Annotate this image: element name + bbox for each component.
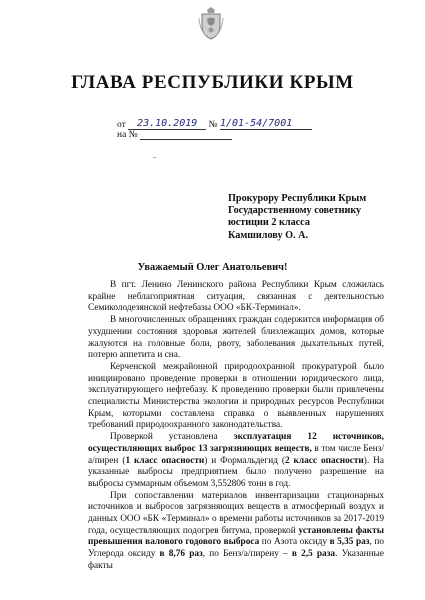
text-run: При сопоставлении материалов инвентаризации стационарных источников и выбросов загрязняющих веществ в атмосферный воздух и данных ООО «БК «Терминал» о времени работы источников за 2017-2019 года, осуществляющих подогрев битума, проверкой	[88, 490, 384, 536]
letterhead-title: ГЛАВА РЕСПУБЛИКИ КРЫМ	[71, 72, 354, 93]
text-run: 2 класс опасности	[284, 455, 364, 466]
paragraph	[88, 432, 384, 491]
text-run: в 5,35 раз	[329, 537, 370, 548]
paragraph: Керченской межрайонной природоохранной прокуратурой было инициировано проведение проверки в отношении юридического лица, эксплуатирующего нефтебазу. К проведению проверки были привлечены специалисты Министерства экологии и природных ресурсов Республики Крым, которыми составлена справка о выявленных нарушениях требований природоохранного законодательства.	[88, 361, 384, 431]
number-label: №	[208, 120, 218, 130]
text-run: 1 класс опасности	[125, 455, 205, 466]
reply-number-field	[140, 128, 232, 140]
reply-to-label: на №	[117, 130, 138, 140]
addressee-line: юстиции 2 класса	[228, 217, 310, 229]
reply-reference-row	[117, 128, 232, 140]
salutation: Уважаемый Олег Анатольевич!	[137, 262, 288, 273]
text-run: установлены факты превышения валового годового выброса	[88, 525, 384, 548]
paragraph: В пгт. Ленино Ленинского района Республики Крым сложилась крайне неблагоприятная ситуация, связанная с деятельностью Семиколодезянской нефтебазы ООО «БК-Терминал».	[88, 280, 384, 314]
text-run: . Указанные факты	[88, 549, 384, 571]
from-label: от	[117, 120, 126, 130]
text-run: Проверкой установлена	[110, 432, 218, 443]
number-field	[220, 118, 312, 130]
text-run: в том числе Бенз/а/пирен (	[88, 443, 385, 466]
addressee-block	[228, 193, 366, 242]
scan-speck	[153, 157, 156, 158]
handwritten-number: 1/01-54/7001	[219, 118, 293, 129]
text-run: ) и Формальдегид (	[204, 455, 285, 466]
text-run: в 8,76 раз	[159, 549, 203, 560]
text-run: ). На указанные выбросы предприятием было получено разрешение на выбросы суммарным объемом 3,552806 тонн в год.	[88, 455, 384, 489]
text-run: эксплуатация 12 источников, осуществляющих выброс 13 загрязняющих веществ,	[88, 432, 384, 454]
addressee-line: Камшилову О. А.	[228, 229, 309, 241]
paragraph	[88, 491, 384, 573]
text-run: по Азота оксиду	[261, 537, 328, 548]
text-run: , по Углерода оксиду	[88, 537, 385, 560]
addressee-line: Государственному советнику	[228, 205, 362, 217]
crimea-emblem-icon	[198, 6, 224, 40]
letter-body	[88, 280, 384, 573]
addressee-line: Прокурору Республики Крым	[228, 193, 367, 204]
text-run: , по Бенз/а/пирену –	[202, 549, 288, 560]
handwritten-date: 23.10.2019	[137, 118, 198, 129]
text-run: в 2,5 раза	[291, 549, 336, 560]
paragraph: В многочисленных обращениях граждан содержится информация об ухудшении состояния здоровья жителей близлежащих домов, которые жалуются на головные боли, рвоту, заболевания дыхательных путей, потерю аппетита и сна.	[88, 315, 384, 361]
